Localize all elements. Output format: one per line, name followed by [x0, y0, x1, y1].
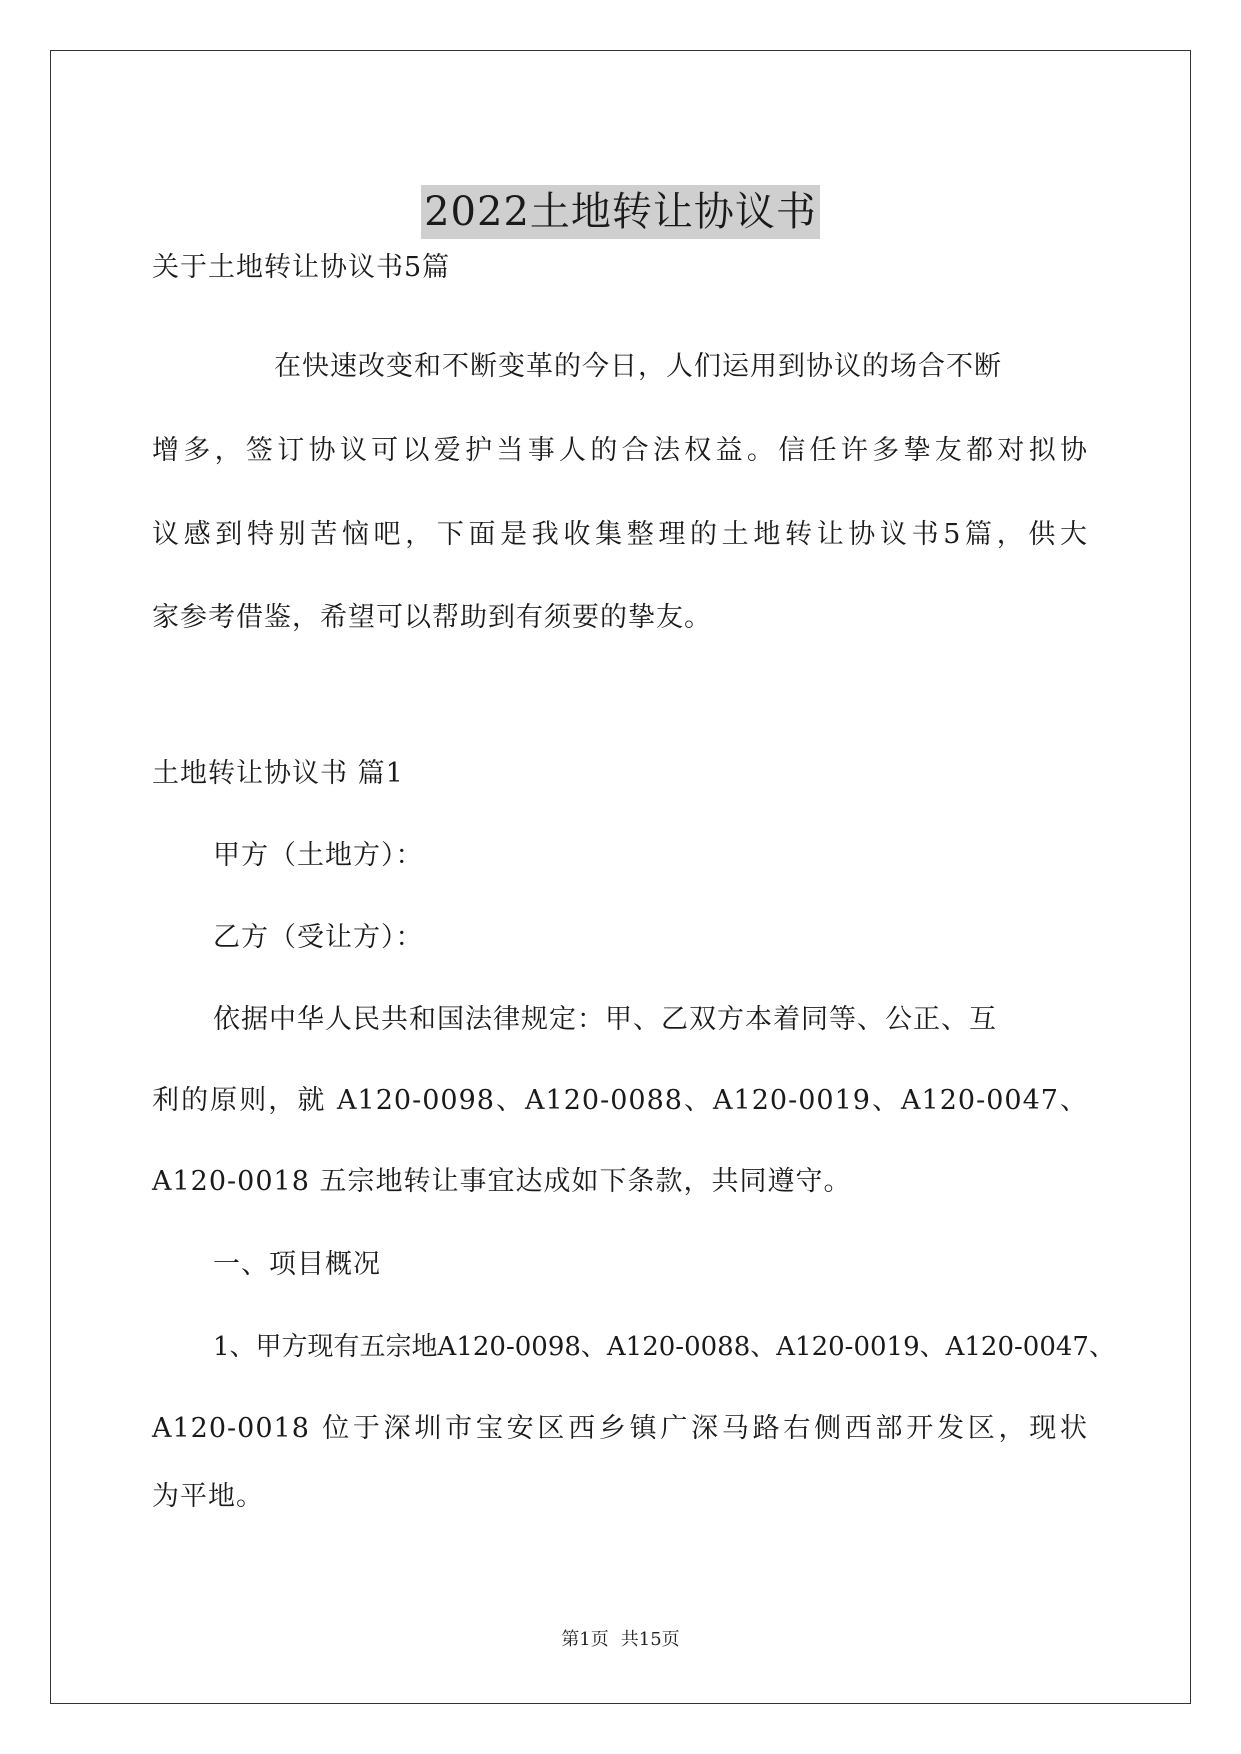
document-subtitle: 关于土地转让协议书5篇 — [152, 252, 451, 283]
page-number-current: 第1页 — [561, 1629, 609, 1650]
item-1-line-2: A120-0018 位于深圳市宝安区西乡镇广深马路右侧西部开发区，现状 — [152, 1413, 1088, 1444]
item-1-line-3: 为平地。 — [152, 1481, 264, 1512]
basis-line-3: A120-0018 五宗地转让事宜达成如下条款，共同遵守。 — [152, 1166, 852, 1197]
intro-line-2: 增多，签订协议可以爱护当事人的合法权益。信任许多挚友都对拟协 — [152, 435, 1088, 466]
page-border — [50, 50, 1191, 1704]
section-heading: 土地转让协议书 篇1 — [152, 758, 404, 789]
document-title: 2022土地转让协议书 — [421, 185, 820, 239]
intro-line-4: 家参考借鉴，希望可以帮助到有须要的挚友。 — [152, 602, 712, 633]
item-heading: 一、项目概况 — [213, 1249, 381, 1280]
page-number-total: 共15页 — [620, 1629, 680, 1650]
party-b-label: 乙方（受让方）： — [213, 922, 424, 953]
item-1-line-1: 1、甲方现有五宗地A120-0098、A120-0088、A120-0019、A120-0047、 — [213, 1332, 1115, 1362]
party-a-label: 甲方（土地方）： — [213, 840, 424, 871]
basis-line-1: 依据中华人民共和国法律规定：甲、乙双方本着同等、公正、互 — [213, 1004, 997, 1035]
intro-line-3: 议感到特别苦恼吧，下面是我收集整理的土地转让协议书5篇，供大 — [152, 519, 1088, 550]
intro-line-1: 在快速改变和不断变革的今日，人们运用到协议的场合不断 — [274, 351, 1002, 382]
page-footer — [0, 1628, 1241, 1652]
basis-line-2: 利的原则，就 A120-0098、A120-0088、A120-0019、A120-0047、 — [152, 1085, 1088, 1116]
